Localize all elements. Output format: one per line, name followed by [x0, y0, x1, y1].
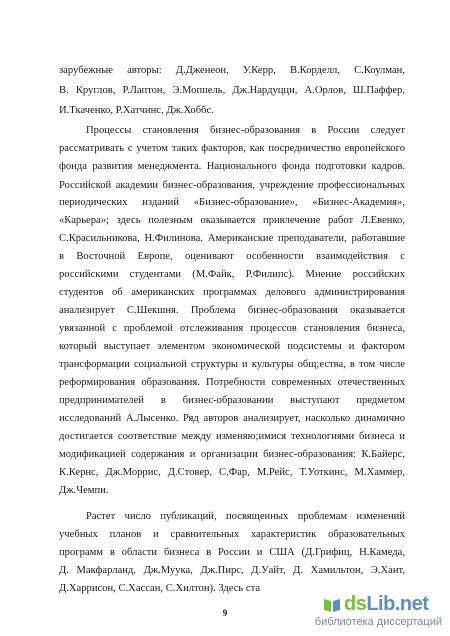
text-line: увязанной с проблемой отслеживания процессов становления бизнеса,	[59, 323, 405, 334]
text-line: модификацией содержания и организации бизнес-образования: К.Байерс,	[59, 449, 405, 460]
text-line: учебных планов и сравнительных характеристик образовательных	[59, 529, 405, 540]
text-line: студентов об американских программах делового администрирования	[59, 287, 405, 298]
text-line: реформирования образования. Потребности современных отечественных	[59, 377, 405, 388]
text-line: К.Кернс, Дж.Моррис, Д.Стовер, С.Фар, М.Рейс, Т.Уоткинс, М.Хаммер,	[59, 467, 405, 478]
watermark-logo: dsLib.net	[344, 593, 429, 615]
text-line: Российской академии бизнес-образования, учреждение профессиональных	[59, 180, 405, 191]
text-line: анализирует С.Шекшня. Проблема бизнес-образования оказывается	[59, 305, 405, 316]
text-line: рассматривать с учетом таких факторов, как посредничество европейского	[59, 143, 405, 154]
text-line: достигается соответствие между изменяю;имися технологиями бизнеса и	[59, 431, 405, 442]
text-line: Дж.Чемпи.	[59, 485, 109, 496]
text-line: исследований А.Лысенко. Ряд авторов анализирует, насколько динамично	[59, 413, 405, 424]
text-line: И.Ткаченко, Р.Хатчинс, Дж.Хоббс.	[59, 105, 214, 116]
text-line: программ в области бизнеса в России и США (Д.Грифиц, Н.Камеда,	[59, 547, 405, 558]
text-line: «Карьера»; здесь полезным оказывается привлечение работ Л.Евенко,	[59, 215, 405, 226]
text-line: российскими студентами (М.Файк, Р.Филипс). Мнение российских	[59, 269, 405, 280]
page-number: 9	[222, 608, 228, 618]
text-line: трансформации социальной структуры и культуры общ;ества, в том числе	[59, 359, 405, 370]
text-line: который выступает элементом экономической подсистемы и фактором	[59, 341, 405, 352]
paragraph-first-line: Растет число публикаций, посвященных проблемам изменений	[86, 511, 405, 522]
text-line: периодических изданий «Бизнес-образование», «Бизнес-Академия»,	[59, 197, 405, 208]
text-line: предпринимателей в бизнес-образовании выступают предметом	[59, 395, 405, 406]
watermark-subtitle: библиотека диссертаций	[314, 616, 442, 628]
watermark	[304, 593, 442, 629]
text-line: Д.Харрисон, С.Хассан, С.Хилтон). Здесь ста	[59, 583, 261, 594]
text-line: В. Круглов, Р.Лаптон, Э.Моппель, Дж.Нардуцци, А.Орлов, Ш.Паффер,	[59, 85, 405, 96]
text-line: в Восточной Европе, оценивают особенности взаимодействия с	[59, 251, 405, 262]
text-line: фонда развития менеджмента. Национального фонда подготовки кадров.	[59, 161, 405, 172]
text-line: Д. Макфарланд, Дж.Муука, Дж.Пирс, Д.Уайт, Д. Хамильтон, Э.Хант,	[59, 565, 405, 576]
text-line: С.Красильникова, Н.Филинова. Американские преподаватели, работавшие	[59, 233, 405, 244]
text-line: зарубежные авторы: Д.Дженеон, У.Керр, В.Корделл, С.Коулман,	[59, 65, 405, 76]
paragraph-first-line: Процессы становления бизнес-образования в России следует	[86, 125, 405, 136]
book-icon	[322, 596, 342, 614]
